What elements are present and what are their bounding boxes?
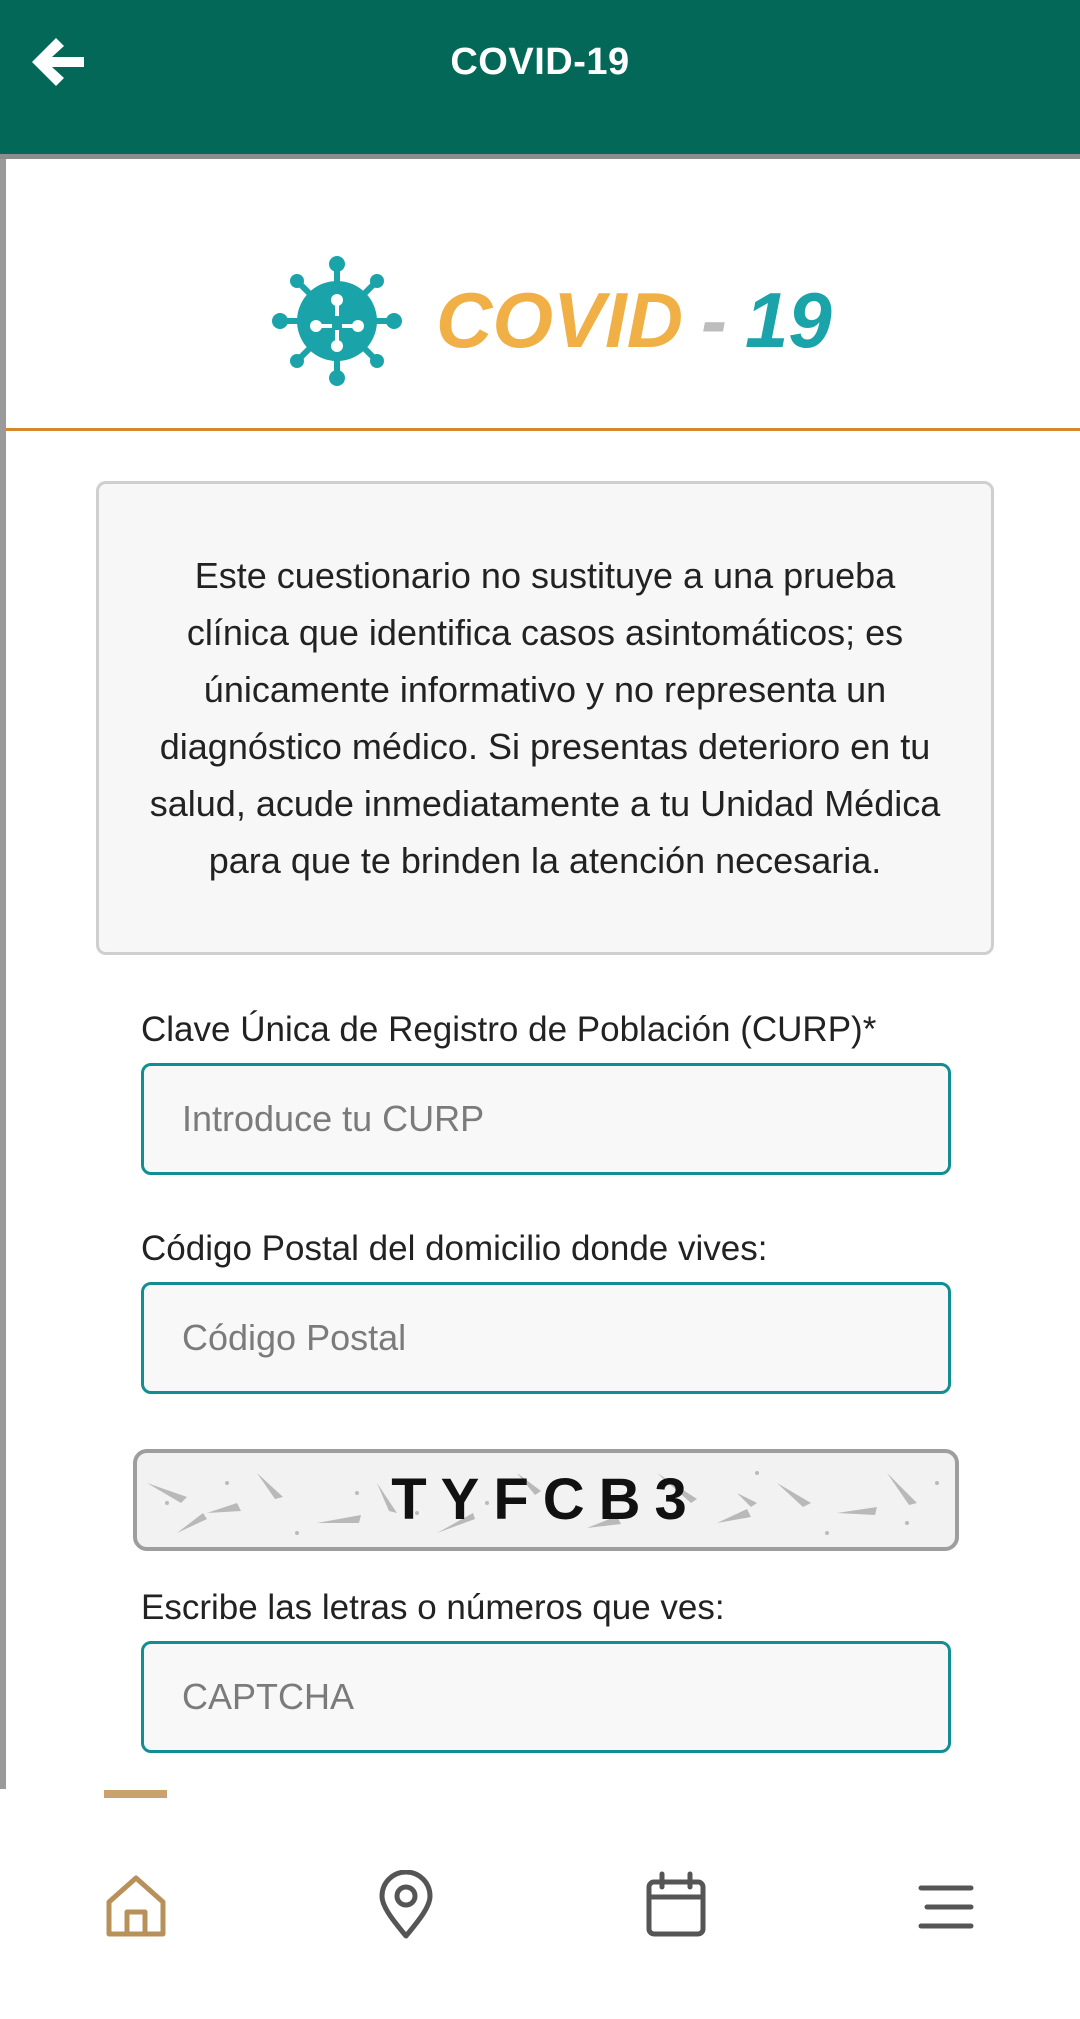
virus-icon [272,256,402,386]
home-icon [101,1870,171,1940]
disclaimer-text: Este cuestionario no sustituye a una prueba clínica que identifica casos asintomáticos; es únicamente informativo y no representa un diagnóstico médico. Si presentas deterioro en tu salud, acude inmediatamente a tu Unidad Médica para que te brinden la atención necesaria. [149,555,941,881]
postal-code-input[interactable] [141,1282,951,1394]
app-bar-title: COVID-19 [450,41,630,83]
active-tab-indicator [104,1790,167,1798]
nav-menu[interactable] [911,1870,981,1940]
captcha-image [133,1449,959,1551]
logo-text-dash: - [701,276,728,364]
curp-input[interactable] [141,1063,951,1175]
nav-home[interactable] [101,1870,171,1940]
captcha-label: Escribe las letras o números que ves: [141,1588,725,1627]
postal-code-label: Código Postal del domicilio donde vives: [141,1229,768,1268]
captcha-input[interactable] [141,1641,951,1753]
menu-icon [911,1870,981,1940]
logo-text [436,270,832,370]
location-pin-icon [371,1870,441,1940]
app-bar [0,0,1080,154]
disclaimer-box [96,481,994,955]
curp-label: Clave Única de Registro de Población (CURP)* [141,1010,877,1049]
nav-calendar[interactable] [641,1870,711,1940]
captcha-code: TYFCB3 [391,1467,701,1532]
section-divider [6,428,1080,431]
calendar-icon [641,1870,711,1940]
logo-text-number: 19 [745,276,832,364]
nav-location[interactable] [371,1870,441,1940]
logo-text-covid: COVID [436,276,684,364]
